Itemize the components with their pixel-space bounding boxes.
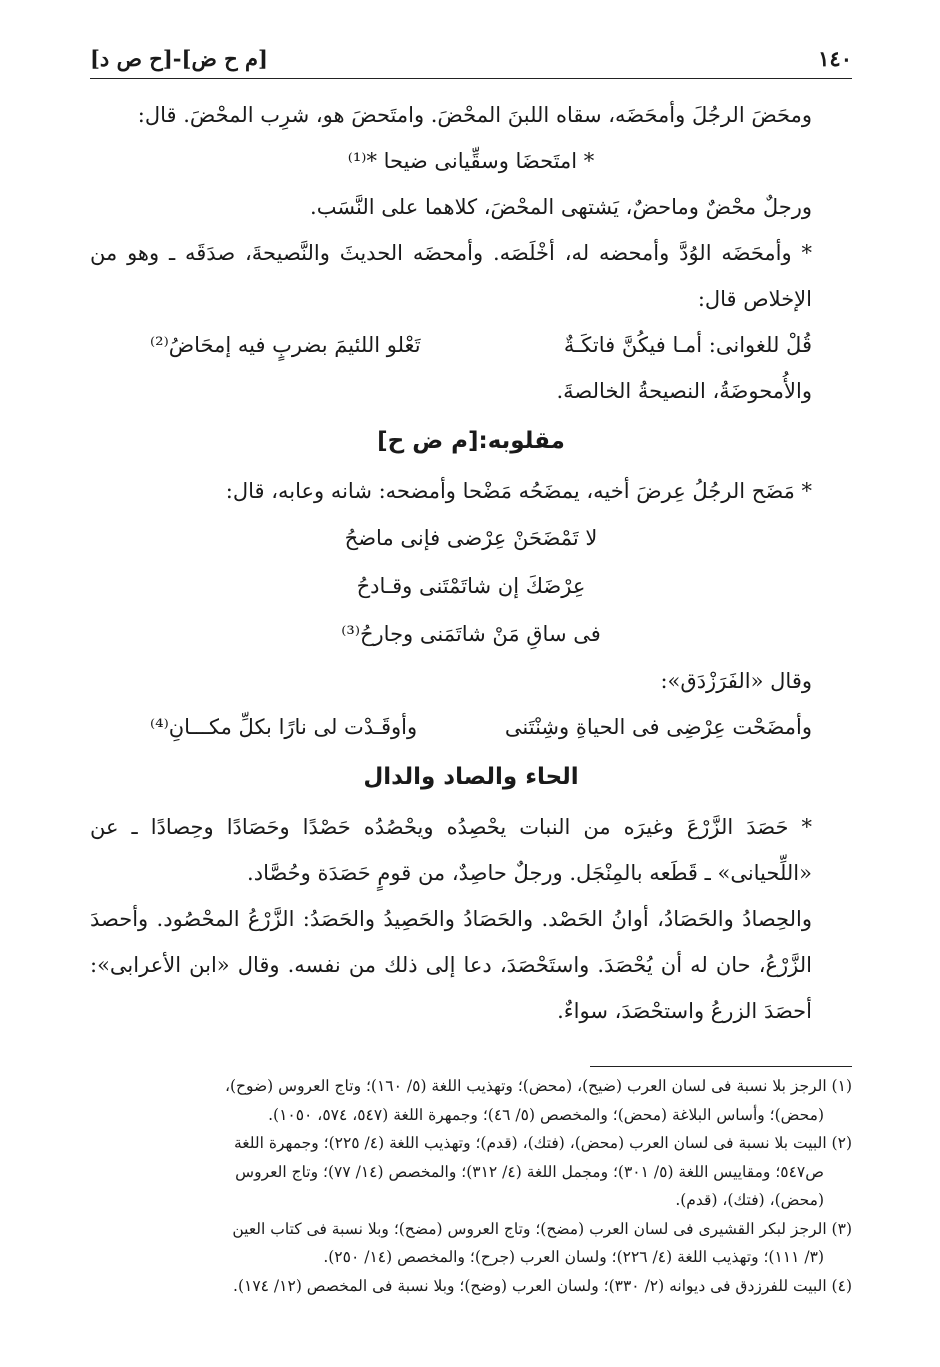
section-heading-maqlub: مقلوبه:[م ض ح] xyxy=(377,428,565,454)
footnote-2 xyxy=(90,1129,852,1215)
footnote-line: ص٥٤٧؛ ومقاييس اللغة (٥/ ٣٠١)؛ ومجمل اللغة (٤/ ٣١٢)؛ والمخصص (١٤/ ٧٧)؛ وتاج العروس xyxy=(235,1162,824,1181)
paragraph-farazdaq-intro: وقال «الفَرَزْدَق»: xyxy=(660,669,812,693)
footnote-line: (١) الرجز بلا نسبة فى لسان العرب (ضيح)، (محض)؛ وتهذيب اللغة (٥/ ١٦٠)؛ وتاج العروس (ضوح)، xyxy=(224,1077,852,1095)
poem-verse xyxy=(90,322,852,368)
rajaz-stanza xyxy=(90,514,852,658)
page-number: ١٤٠ xyxy=(818,45,852,71)
rajaz-line: فى ساقِ مَنْ شاتَمَنى وجارحُ⁽³⁾ xyxy=(341,622,601,646)
rajaz-line: لا تَمْضَحَنْ عِرْضى فإنى ماضحُ xyxy=(344,526,598,550)
poem-verse-farazdaq xyxy=(90,704,852,750)
paragraph-madaha: * مَضَح الرجُلُ عِرضَ أخيه، يمضَحُه مَضْحا وأمضحه: شانه وعابه، قال: xyxy=(225,479,812,503)
footnote-line: (٢) البيت بلا نسبة فى لسان العرب (محض)، (فتك)، (قدم)؛ وتهذيب اللغة (٤/ ٢٢٥)؛ وجمهرة اللغة xyxy=(234,1134,852,1152)
verse-second-half: تَعْلو اللئيمَ بضربٍ فيه إمحَاضُ⁽²⁾ xyxy=(150,333,421,357)
footnotes xyxy=(90,1072,852,1300)
verse-first-half: وأمضَحْت عِرْضِى فى الحياةِ وشِنْتَنى xyxy=(504,715,812,739)
footnote-line: (محض)؛ وأساس البلاغة (محض)؛ والمخصص (٥/ ٤٦)؛ وجمهرة اللغة (٥٤٧، ٥٧٤، ١٠٥٠). xyxy=(268,1105,824,1124)
paragraph-amhadahu: * وأمحَضَه الوُدَّ وأمحضه له، أخْلَصَه. وأمحضَه الحديثَ والنَّصيحةَ، صدَقَه ـ وهو من الإخلاص قال: xyxy=(90,241,812,311)
page-header xyxy=(90,38,852,79)
footnote-line: (٤) البيت للفرزدق فى ديوانه (٢/ ٣٣٠)؛ ولسان العرب (وضح)؛ وبلا نسبة فى المخصص (١٢/ ١٧٤). xyxy=(233,1276,852,1295)
footnote-line: (محض)، (فتك)، (قدم). xyxy=(675,1191,824,1209)
paragraph-hisad: والحِصادُ والحَصَادُ، أوانُ الحَصْد. والحَصَادُ والحَصِيدُ والحَصَدُ: الزَّرْعُ المحْصُود. وأحصدَ الزَّرْعُ، حان له أن يُحْصَدَ. واستَحْصَدَ، دعا إلى ذلك من نفسه. وقال «ابن الأعرابى»: أحصَدَ الزرعُ واستحْصَدَ، سواءٌ. xyxy=(90,907,812,1023)
footnote-line: (٣) الرجز لبكر القشيرى فى لسان العرب (مضح)؛ وتاج العروس (مضح)؛ وبلا نسبة فى كتاب العين xyxy=(232,1219,852,1238)
footnote-4 xyxy=(90,1272,852,1301)
footnote-line: (٣/ ١١١)؛ وتهذيب اللغة (٤/ ٢٢٦)؛ ولسان العرب (جرح)؛ والمخصص (١٤/ ٢٥٠). xyxy=(323,1248,824,1266)
footnote-3 xyxy=(90,1215,852,1272)
section-heading-hsd: الحاء والصاد والدال xyxy=(363,764,579,790)
paragraph-mahad: ومحَضَ الرجُلَ وأمحَضَه، سقاه اللبنَ المحْضَ. وامتَحضَ هو، شرِب المحْضَ. قال: xyxy=(137,103,812,127)
paragraph-hasada: * حَصَدَ الزَّرْعَ وغيرَه من النبات يحْصِدُه ويحْصُدُه حَصْدًا وحَصَادًا وحِصادًا ـ عن «اللِّحيانى» ـ قَطَعه بالمِنْجَل. ورجلٌ حاصِدٌ، من قومٍ حَصَدَة وحُصَّاد. xyxy=(90,815,812,885)
main-text xyxy=(90,92,852,1034)
footnote-1 xyxy=(90,1072,852,1129)
footnote-divider xyxy=(590,1066,852,1067)
verse-first-half: قُلْ للغوانى: أمـا فيكُنَّ فاتكَـةٌ xyxy=(563,333,812,357)
running-title: [م ح ض]-[ح ص د] xyxy=(90,45,268,71)
paragraph-rajul-mahd: ورجلٌ محْضٌ وماحضٌ، يَشتهى المحْضَ، كلاهما على النَّسَب. xyxy=(310,195,812,219)
rajaz-quote: * امتَحضَا وسقِّيانى ضيحا *⁽¹⁾ xyxy=(347,149,595,173)
paragraph-umhuda: والأُمحوضَةُ، النصيحةُ الخالصةَ. xyxy=(556,379,812,403)
verse-second-half: وأوقَـدْت لى نارًا بكلِّ مكـــانِ⁽⁴⁾ xyxy=(150,715,418,739)
rajaz-line: عِرْضَكَ إن شاتَمْتَنى وقـادحُ xyxy=(356,574,586,598)
